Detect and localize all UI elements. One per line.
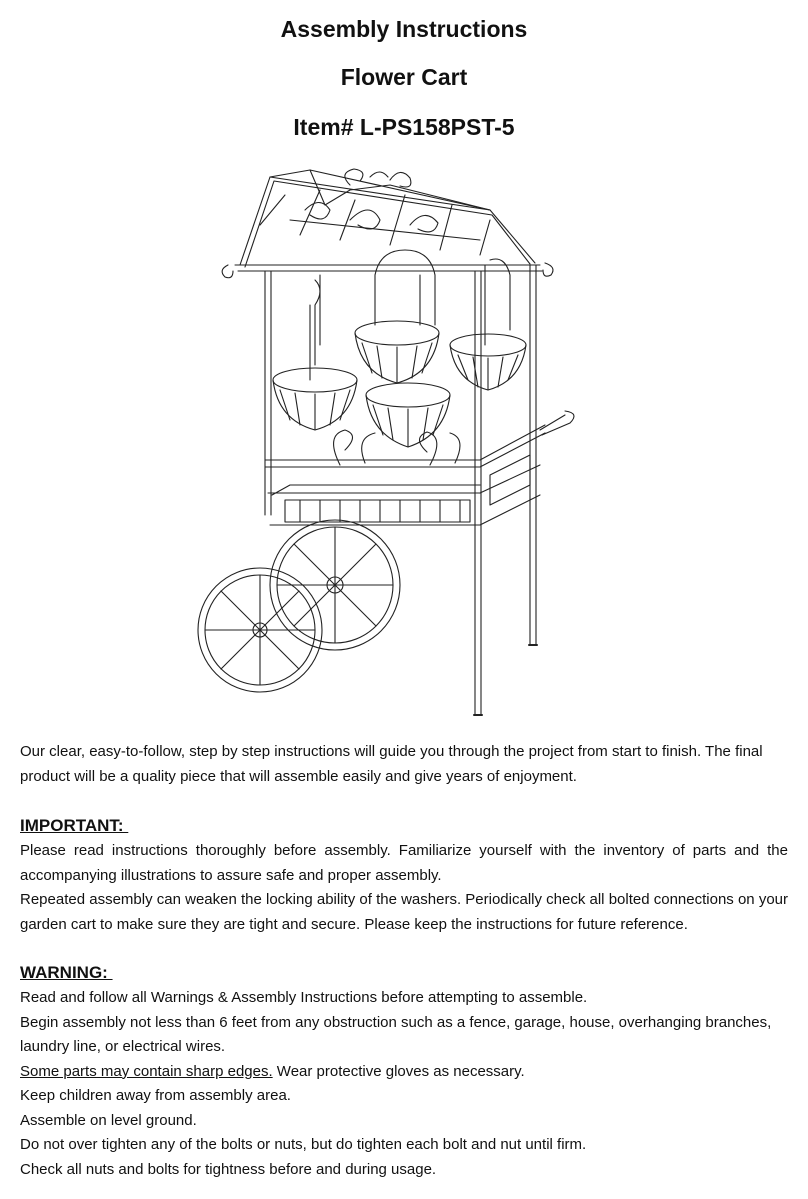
- sharp-edges-underlined: Some parts may contain sharp edges.: [20, 1062, 273, 1080]
- warning-item: Check all nuts and bolts for tightness before and during usage.: [20, 1160, 437, 1178]
- warning-list: [20, 986, 788, 1182]
- page-title: Assembly Instructions: [280, 16, 528, 42]
- warning-heading: WARNING:: [20, 963, 113, 982]
- sharp-edges-rest: Wear protective gloves as necessary.: [272, 1062, 525, 1080]
- warning-item: Keep children away from assembly area.: [20, 1087, 291, 1104]
- cart-body: [265, 411, 574, 525]
- hanging-baskets: [273, 250, 526, 447]
- item-number: Item# L-PS158PST-5: [293, 114, 515, 140]
- important-paragraph-2: Repeated assembly can weaken the locking ability of the washers. Periodically check all bolted connections on your garden cart to make sure they are tight and secure. Please keep the instructions for future reference.: [20, 891, 788, 933]
- important-paragraph-1: Please read instructions thoroughly before assembly. Familiarize yourself with the inventory of parts and the accompanying illustrations to assure safe and proper assembly.: [20, 842, 788, 884]
- warning-item: Read and follow all Warnings & Assembly Instructions before attempting to assemble.: [20, 989, 588, 1006]
- product-name: Flower Cart: [340, 64, 468, 90]
- wheels: [198, 520, 400, 692]
- warning-item-sharp-edges: [20, 1060, 788, 1085]
- important-heading: IMPORTANT:: [20, 816, 129, 835]
- flower-cart-illustration: [190, 165, 610, 730]
- posts: [265, 265, 536, 715]
- warning-item: Assemble on level ground.: [20, 1111, 197, 1129]
- intro-paragraph: Our clear, easy-to-follow, step by step instructions will guide you through the project from start to finish. The final product will be a quality piece that will assemble easily and give years of enjoyment.: [20, 743, 763, 785]
- warning-item: Do not over tighten any of the bolts or nuts, but do tighten each bolt and nut until firm.: [20, 1136, 587, 1153]
- warning-item: Begin assembly not less than 6 feet from any obstruction such as a fence, garage, house, overhanging branches, laundry line, or electrical wires.: [20, 1013, 772, 1055]
